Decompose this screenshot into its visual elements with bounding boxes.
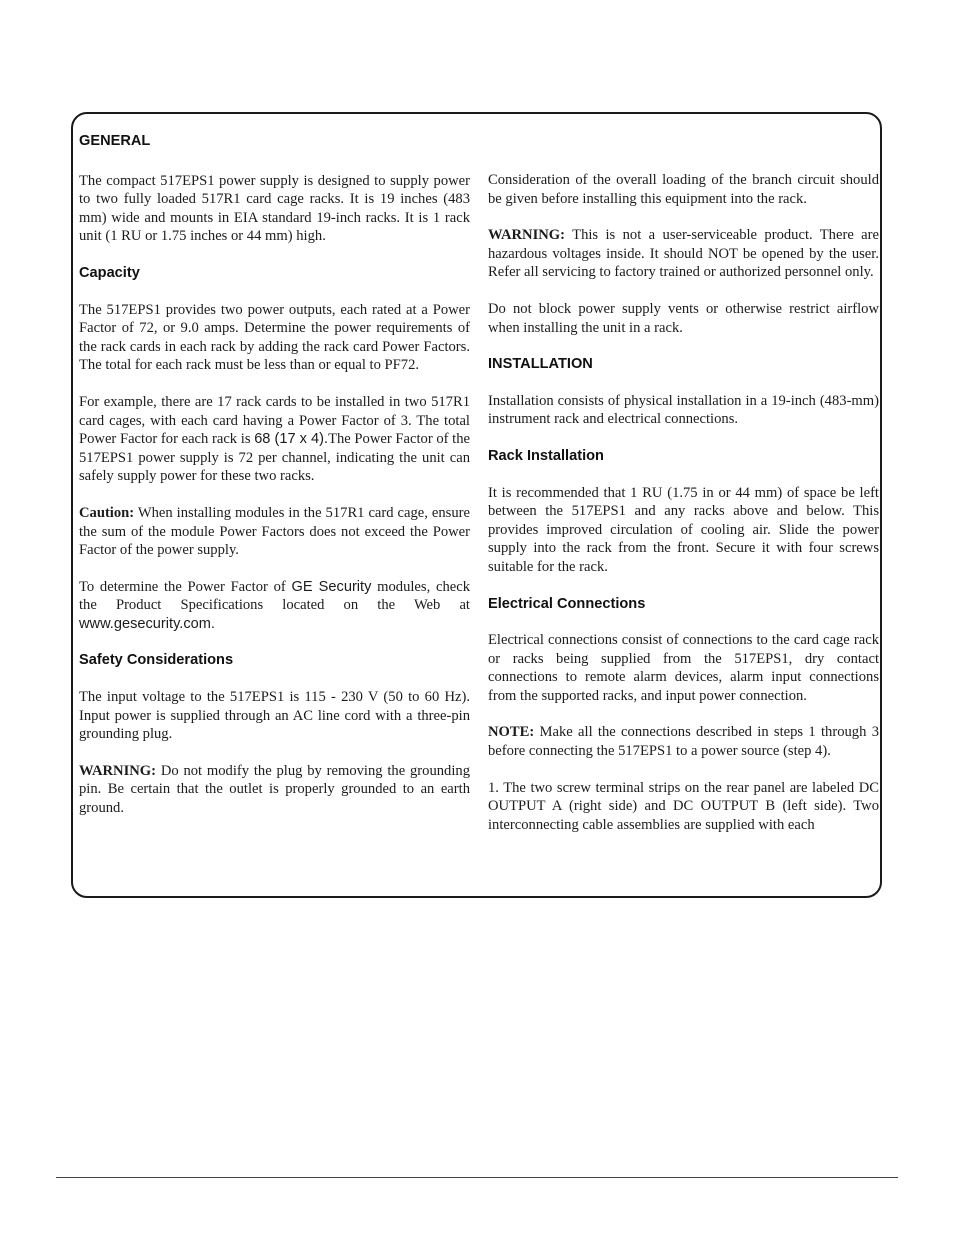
power-factor-paragraph: [79, 578, 470, 634]
pf-text-a: To determine the Power Factor of: [79, 578, 292, 595]
installation-paragraph: Installation consists of physical installation in a 19-inch (483-mm) instrument rack and electrical connections.: [488, 392, 879, 428]
pf-text-b: modules, check the Product Specifications located on the Web at: [79, 578, 470, 614]
capacity-paragraph: The 517EPS1 provides two power outputs, each rated at a Power Factor of 72, or 9.0 amps. Determine the power requirements of the rack cards in each rack by adding the rack card Power Factors. The total for each rack must be less than or equal to PF72.: [79, 301, 470, 374]
warning-text: This is not a user-serviceable product. There are hazardous voltages inside. It should NOT be opened by the user. Refer all servicing to factory trained or authorized personnel only.: [488, 227, 879, 281]
electrical-connections-heading: Electrical Connections: [488, 595, 646, 612]
brand-name: GE Security: [291, 578, 372, 595]
capacity-example-text-a: For example, there are 17 rack cards to be installed in two 517R1 card cages, with each card having a Power Factor of 3. The total Power Factor for each rack is: [79, 393, 470, 448]
note-text: Make all the connections described in steps 1 through 3 before connecting the 517EPS1 to a power source (step 4).: [488, 724, 879, 760]
rack-installation-paragraph: It is recommended that 1 RU (1.75 in or 44 mm) of space be left between the 517EPS1 and any racks above and below. This provides improved circulation of cooling air. Slide the power supply into the rack from the front. Secure it with four screws suitable for the rack.: [488, 484, 879, 575]
capacity-example-text-c: The Power Factor of the 517EPS1 power supply is 72 per channel, indicating the unit can safely supply power for these two racks.: [79, 431, 470, 485]
step-1-paragraph: 1. The two screw terminal strips on the rear panel are labeled DC OUTPUT A (right side) and DC OUTPUT B (left side). Two interconnecting cable assemblies are supplied with each: [488, 779, 879, 833]
branch-circuit-paragraph: Consideration of the overall loading of the branch circuit should be given before installing this equipment into the rack.: [488, 172, 879, 207]
safety-warning-paragraph: [79, 762, 470, 818]
warning-text: Do not modify the plug by removing the grounding pin. Be certain that the outlet is properly grounded to an earth ground.: [79, 762, 470, 817]
capacity-example-paragraph: [79, 393, 470, 486]
right-column: [488, 171, 879, 834]
electrical-connections-paragraph: Electrical connections consist of connections to the card cage rack or racks being supplied from the 517EPS1, dry contact connections to remote alarm devices, alarm input connections from the supported racks, and input power connection.: [488, 632, 879, 704]
vents-paragraph: Do not block power supply vents or otherwise restrict airflow when installing the unit in a rack.: [488, 300, 879, 336]
caution-paragraph: [79, 504, 470, 560]
safety-heading: Safety Considerations: [79, 652, 234, 669]
warning-label: WARNING:: [79, 762, 157, 779]
caution-label: Caution:: [79, 504, 135, 521]
rack-installation-heading: Rack Installation: [488, 447, 604, 464]
service-warning-paragraph: [488, 226, 879, 282]
capacity-heading: Capacity: [79, 264, 140, 281]
installation-heading: INSTALLATION: [488, 356, 593, 373]
caution-text: When installing modules in the 517R1 card cage, ensure the sum of the module Power Factors does not exceed the Power Factor of the power supply.: [79, 504, 470, 559]
footer-rule: [56, 1177, 898, 1178]
left-column: [79, 132, 470, 818]
website-link[interactable]: www.gesecurity.com.: [79, 615, 215, 632]
general-paragraph: The compact 517EPS1 power supply is designed to supply power to two fully loaded 517R1 card cage racks. It is 19 inches (483 mm) wide and mounts in EIA standard 19-inch racks. It is 1 rack unit (1 RU or 1.75 inches or 44 mm) high.: [79, 172, 470, 245]
safety-paragraph: The input voltage to the 517EPS1 is 115 - 230 V (50 to 60 Hz). Input power is supplied through an AC line cord with a three-pin grounding plug.: [79, 689, 470, 743]
note-label: NOTE:: [488, 724, 535, 741]
warning-label: WARNING:: [488, 227, 566, 244]
general-heading: GENERAL: [79, 133, 151, 149]
note-paragraph: [488, 723, 879, 760]
capacity-example-calc: 68 (17 x 4).: [254, 431, 329, 448]
